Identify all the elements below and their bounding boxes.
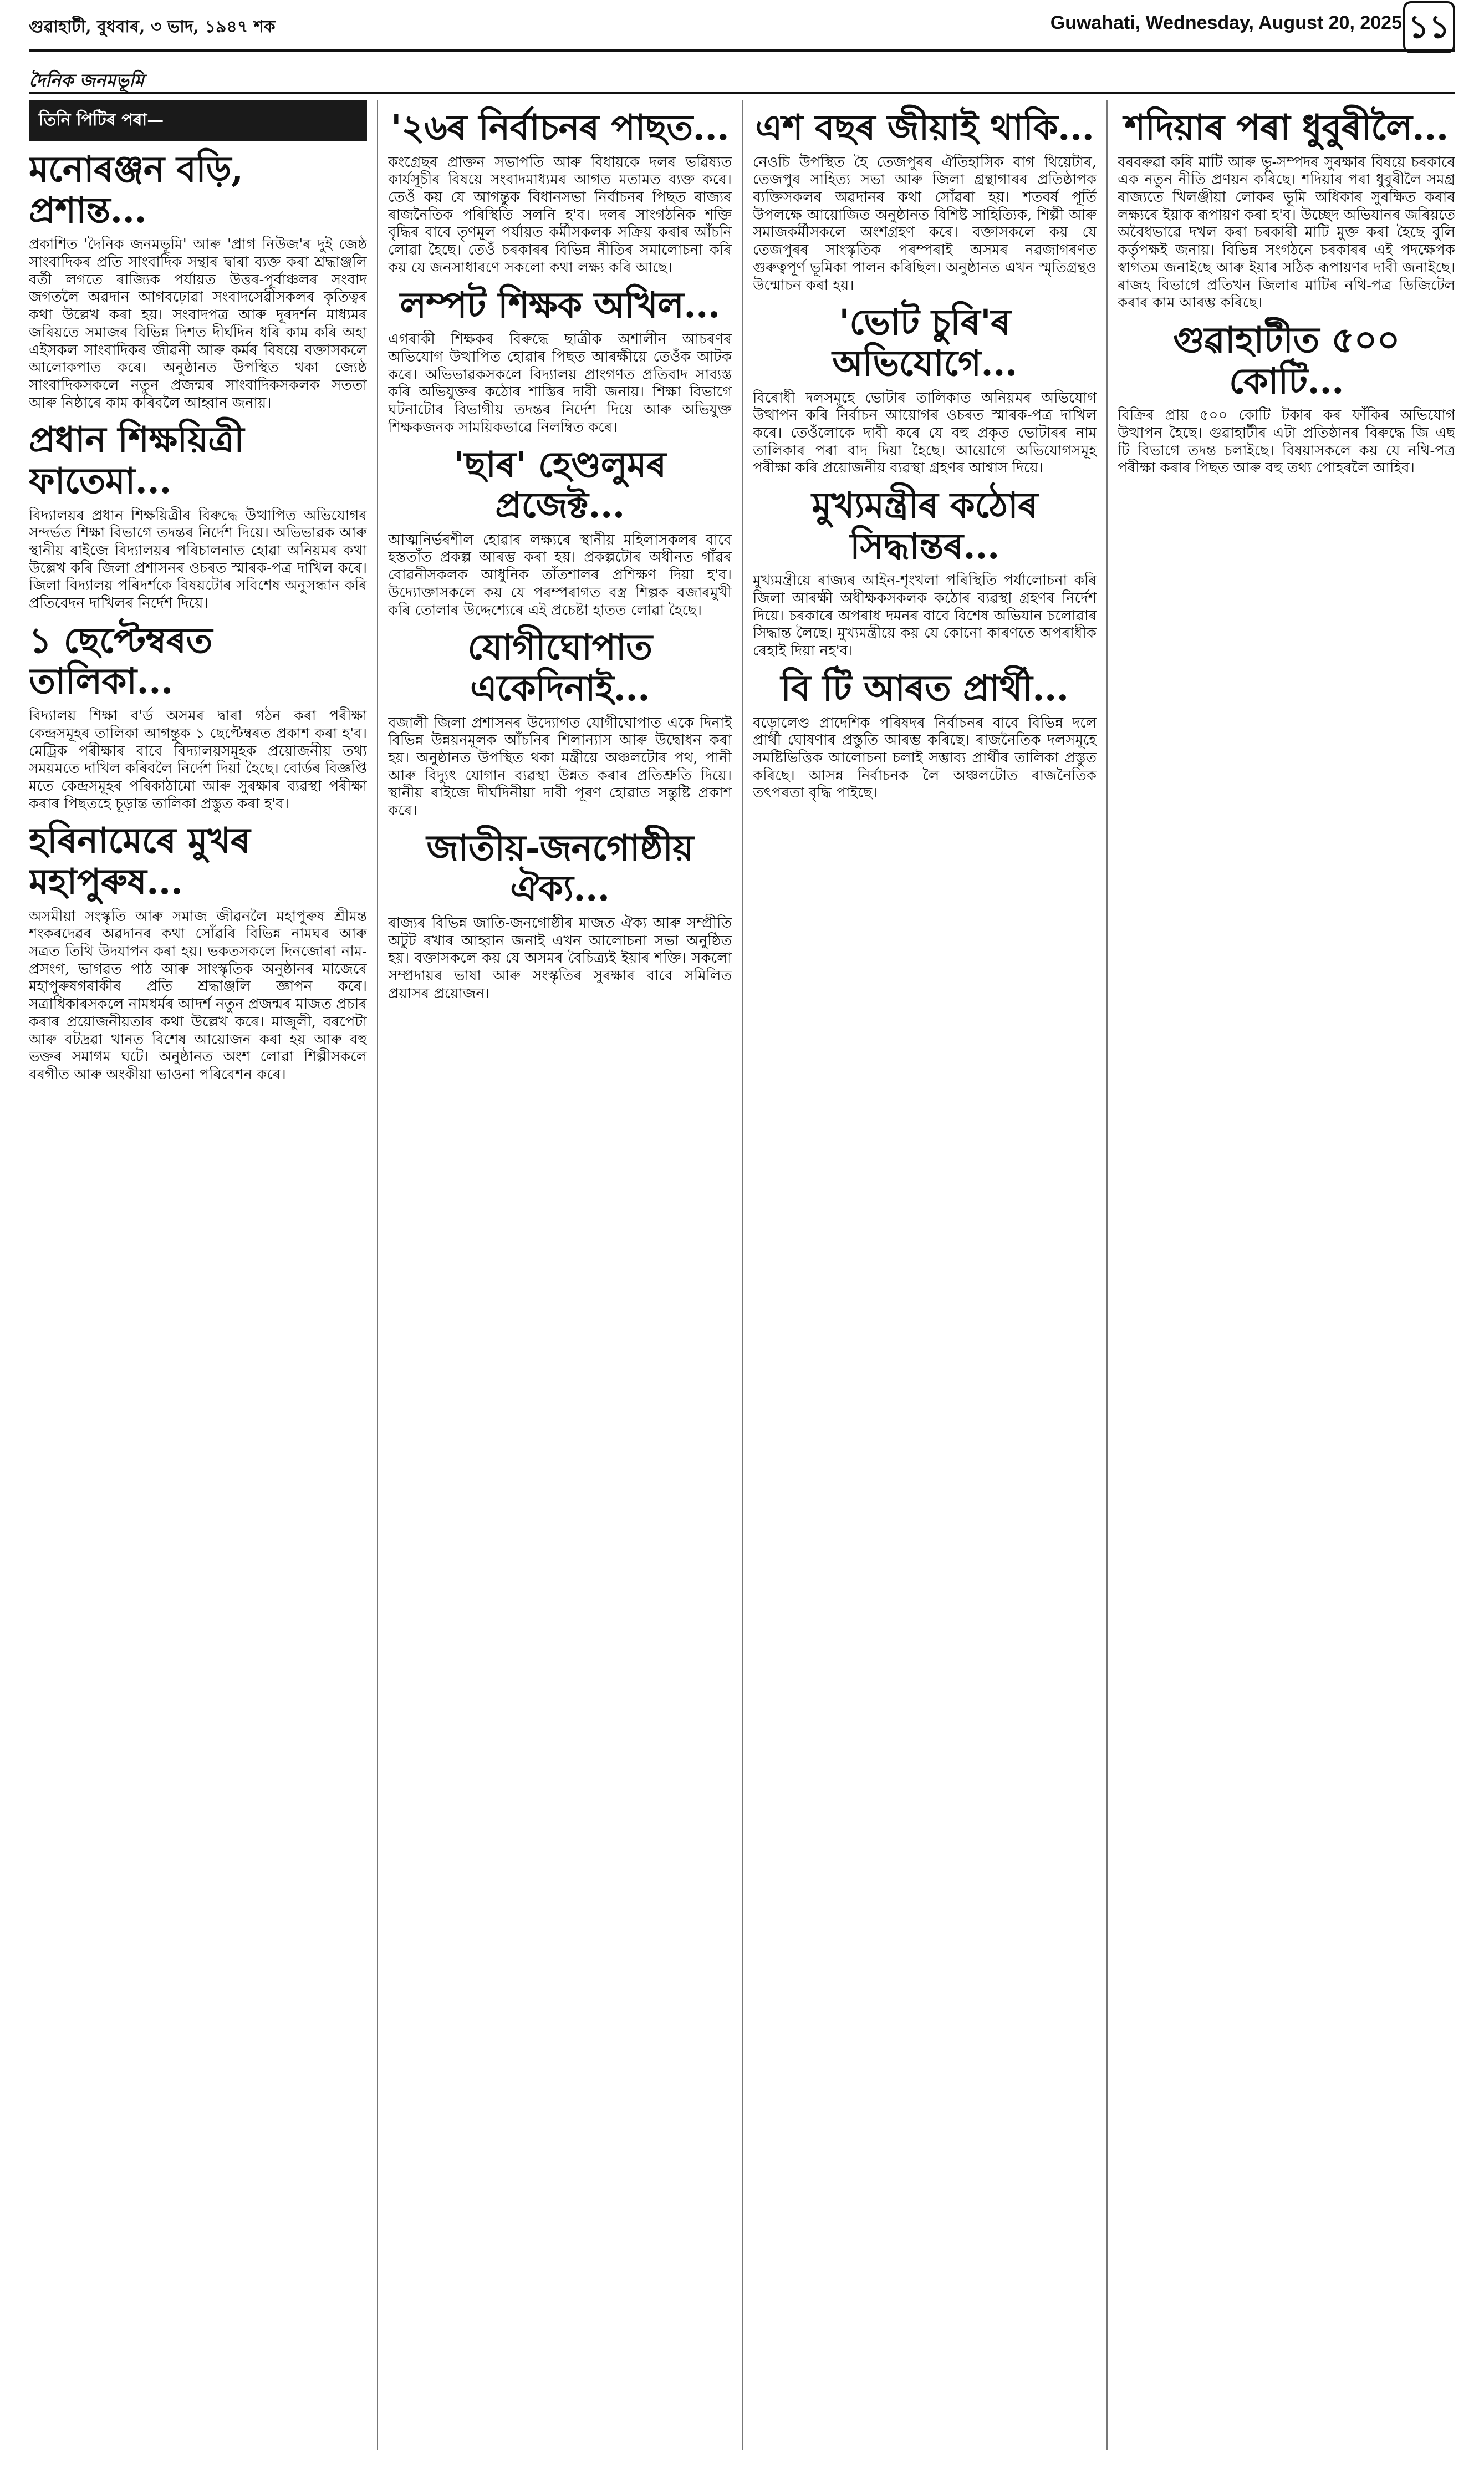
article-body: প্ৰকাশিত 'দৈনিক জনমভূমি' আৰু 'প্ৰাগ নিউজ'ৰ দুই জেষ্ঠ সাংবাদিকৰ প্ৰতি সাংবাদিক সন্থাৰ দ্বাৰা ব্যক্ত কৰা শ্ৰদ্ধাঞ্জলি বৰ্তী লগতে ৰাজ্যিক পৰ্যায়ত উত্তৰ-পূৰ্বাঞ্চলৰ সংবাদ জগতলৈ অৱদান আগবঢ়োৱা সংবাদসেৱীসকলৰ কৃতিত্বৰ কথা উল্লেখ কৰা হয়। সংবাদপত্ৰ আৰু দূৰদৰ্শন মাধ্যমৰ জৰিয়তে সমাজৰ বিভিন্ন দিশত দীৰ্ঘদিন ধৰি কাম কৰি অহা এইসকল সাংবাদিকৰ জীৱনী আৰু কৰ্মৰ বিষয়ে বক্তাসকলে আলোকপাত কৰে। অনুষ্ঠানত উপস্থিত থকা জ্যেষ্ঠ সাংবাদিকসকলে নতুন প্ৰজন্মৰ সাংবাদিকসকলক সততা আৰু নিষ্ঠাৰে কাম কৰিবলৈ আহ্বান জনায়। bbox=[29, 236, 367, 411]
article-body: বৰবৰুৱা কৰি মাটি আৰু ভূ-সম্পদৰ সুৰক্ষাৰ বিষয়ে চৰকাৰে এক নতুন নীতি প্ৰণয়ন কৰিছে। শদিয়াৰ পৰা ধুবুৰীলৈ সমগ্ৰ ৰাজ্যতে খিলঞ্জীয়া লোকৰ ভূমি অধিকাৰ সুৰক্ষিত কৰাৰ লক্ষ্যৰে ইয়াক ৰূপায়ণ কৰা হ'ব। উচ্ছেদ অভিযানৰ জৰিয়তে অবৈধভাৱে দখল কৰা চৰকাৰী মাটি মুক্ত কৰা হৈছে বুলি কৰ্তৃপক্ষই জনায়। বিভিন্ন সংগঠনে চৰকাৰৰ এই পদক্ষেপক স্বাগতম জনাইছে আৰু ইয়াৰ সঠিক ৰূপায়ণৰ দাবী জনাইছে। ৰাজহ বিভাগে প্ৰতিখন জিলাৰ মাটিৰ নথি-পত্ৰ ডিজিটেল কৰাৰ কাম আৰম্ভ কৰিছে। bbox=[1118, 154, 1455, 312]
column-divider bbox=[742, 100, 743, 2450]
article-body: বিৰোধী দলসমূহে ভোটাৰ তালিকাত অনিয়মৰ অভিযোগ উত্থাপন কৰি নিৰ্বাচন আয়োগৰ ওচৰত স্মাৰক-পত্ৰ দাখিল কৰে। তেওঁলোকে দাবী কৰে যে বহু প্ৰকৃত ভোটাৰৰ নাম তালিকাৰ পৰা বাদ দিয়া হৈছে। আয়োগে অভিযোগসমূহ পৰীক্ষা কৰি প্ৰয়োজনীয় ব্যৱস্থা গ্ৰহণৰ আশ্বাস দিয়ে। bbox=[753, 389, 1097, 477]
brand-name: দৈনিক জনমভূমি bbox=[29, 70, 144, 91]
article bbox=[753, 108, 1097, 294]
article-body: মুখ্যমন্ত্ৰীয়ে ৰাজ্যৰ আইন-শৃংখলা পৰিস্থিতি পৰ্যালোচনা কৰি জিলা আৰক্ষী অধীক্ষকসকলক কঠোৰ ব্যৱস্থা গ্ৰহণৰ নিৰ্দেশ দিয়ে। চৰকাৰে অপৰাধ দমনৰ বাবে বিশেষ অভিযান চলোৱাৰ সিদ্ধান্ত লৈছে। মুখ্যমন্ত্ৰীয়ে কয় যে কোনো কাৰণতে অপৰাধীক ৰেহাই দিয়া নহ'ব। bbox=[753, 572, 1097, 660]
article-body: বিদ্যালয়ৰ প্ৰধান শিক্ষয়িত্ৰীৰ বিৰুদ্ধে উত্থাপিত অভিযোগৰ সন্দৰ্ভত শিক্ষা বিভাগে তদন্তৰ নিৰ্দেশ দিয়ে। অভিভাৱক আৰু স্থানীয় ৰাইজে বিদ্যালয়ৰ পৰিচালনাত হোৱা অনিয়মৰ কথা উল্লেখ কৰি জিলা প্ৰশাসনৰ ওচৰত স্মাৰক-পত্ৰ দাখিল কৰে। জিলা বিদ্যালয় পৰিদৰ্শকে বিষয়টোৰ সবিশেষ অনুসন্ধান কৰি প্ৰতিবেদন দাখিলৰ নিৰ্দেশ দিয়ে। bbox=[29, 507, 367, 612]
page-number: ১১ bbox=[1403, 1, 1455, 53]
article-body: বিক্ৰিৰ প্ৰায় ৫০০ কোটি টকাৰ কৰ ফাঁকিৰ অভিযোগ উত্থাপন হৈছে। গুৱাহাটীৰ এটা প্ৰতিষ্ঠানৰ বিৰুদ্ধে জি এছ টি বিভাগে তদন্ত চলাইছে। বিষয়াসকলে কয় যে নথি-পত্ৰ পৰীক্ষা কৰাৰ পিছত আৰু বহু তথ্য পোহৰলৈ আহিব। bbox=[1118, 407, 1455, 477]
article bbox=[1118, 320, 1455, 477]
masthead bbox=[29, 0, 1455, 62]
article-body: ৰাজ্যৰ বিভিন্ন জাতি-জনগোষ্ঠীৰ মাজত ঐক্য আৰু সম্প্ৰীতি অটুট ৰখাৰ আহ্বান জনাই এখন আলোচনা সভা অনুষ্ঠিত হয়। বক্তাসকলে কয় যে অসমৰ বৈচিত্ৰ্যই ইয়াৰ শক্তি। সকলো সম্প্ৰদায়ৰ ভাষা আৰু সংস্কৃতিৰ সুৰক্ষাৰ বাবে সমিলিত প্ৰয়াসৰ প্ৰয়োজন। bbox=[388, 915, 732, 1002]
article-body: আত্মনিৰ্ভৰশীল হোৱাৰ লক্ষ্যৰে স্থানীয় মহিলাসকলৰ বাবে হস্ততাঁত প্ৰকল্প আৰম্ভ কৰা হয়। প্ৰকল্পটোৰ অধীনত গাঁৱৰ বোৱনীসকলক আধুনিক তাঁতশালৰ প্ৰশিক্ষণ দিয়া হ'ব। উদ্যোক্তাসকলে কয় যে পৰম্পৰাগত বস্ত্ৰ শিল্পক বজাৰমুখী কৰি তোলাৰ উদ্দেশ্যেৰে এই প্ৰচেষ্টা হাতত লোৱা হৈছে। bbox=[388, 531, 732, 619]
article-headline: 'ছাৰ' হেণ্ডলুমৰ প্ৰজেক্ট... bbox=[453, 444, 666, 527]
article-body: এগৰাকী শিক্ষকৰ বিৰুদ্ধে ছাত্ৰীক অশালীন আচৰণৰ অভিযোগ উত্থাপিত হোৱাৰ পিছত আৰক্ষীয়ে তেওঁক আটক কৰে। অভিভাৱকসকলে বিদ্যালয় প্ৰাংগণত প্ৰতিবাদ সাব্যস্ত কৰি অভিযুক্তৰ কঠোৰ শাস্তিৰ দাবী জনায়। শিক্ষা বিভাগে ঘটনাটোৰ বিভাগীয় তদন্তৰ নিৰ্দেশ দিয়ে আৰু অভিযুক্ত শিক্ষকজনক সাময়িকভাৱে নিলম্বিত কৰে। bbox=[388, 331, 732, 436]
article-body: নেওচি উপস্থিত হৈ তেজপুৰৰ ঐতিহাসিক বাগ থিয়েটাৰ, তেজপুৰ সাহিত্য সভা আৰু জিলা গ্ৰন্থাগাৰৰ প্ৰতিষ্ঠাপক ব্যক্তিসকলৰ অৱদানৰ কথা সোঁৱৰা হয়। শতবৰ্ষ পূৰ্তি উপলক্ষে আয়োজিত অনুষ্ঠানত বিশিষ্ট সাহিত্যিক, শিল্পী আৰু সমাজকৰ্মীসকলে অংশগ্ৰহণ কৰে। বক্তাসকলে কয় যে তেজপুৰৰ সাংস্কৃতিক পৰম্পৰাই অসমৰ নৱজাগৰণত গুৰুত্বপূৰ্ণ ভূমিকা পালন কৰিছিল। অনুষ্ঠানত এখন স্মৃতিগ্ৰন্থও উন্মোচন কৰা হয়। bbox=[753, 154, 1097, 294]
article-headline: প্ৰধান শিক্ষয়িত্ৰী ফাতেমা... bbox=[29, 419, 244, 502]
article-headline: শদিয়াৰ পৰা ধুবুৰীলৈ... bbox=[1124, 107, 1449, 149]
brand-strip bbox=[29, 62, 1455, 94]
article bbox=[29, 420, 367, 613]
article bbox=[388, 445, 732, 620]
article-headline: যোগীঘোপাত একেদিনাই... bbox=[467, 627, 652, 709]
column-divider bbox=[377, 100, 378, 2450]
article-headline: মনোৰঞ্জন বড়ি, প্ৰশান্ত... bbox=[29, 149, 243, 231]
article bbox=[29, 620, 367, 813]
article-headline: 'ভোট চুৰি'ৰ অভিযোগে... bbox=[832, 302, 1017, 384]
column-divider bbox=[1106, 100, 1108, 2450]
article bbox=[1118, 108, 1455, 312]
article-body: কংগ্ৰেছৰ প্ৰাক্তন সভাপতি আৰু বিধায়কে দলৰ ভৱিষ্যত কাৰ্যসূচীৰ বিষয়ে সংবাদমাধ্যমৰ আগত মতামত ব্যক্ত কৰে। তেওঁ কয় যে আগন্তুক বিধানসভা নিৰ্বাচনৰ পিছত ৰাজ্যৰ ৰাজনৈতিক পৰিস্থিতি সলনি হ'ব। দলৰ সাংগঠনিক শক্তি বৃদ্ধিৰ বাবে তৃণমূল পৰ্যায়ত কৰ্মীসকলক সক্ৰিয় কৰাৰ আঁচনি লোৱা হৈছে। তেওঁ চৰকাৰৰ বিভিন্ন নীতিৰ সমালোচনা কৰি কয় যে জনসাধাৰণে সকলো কথা লক্ষ্য কৰি আছে। bbox=[388, 154, 732, 276]
article-headline: জাতীয়-জনগোষ্ঠীয় ঐক্য... bbox=[426, 827, 693, 910]
article-headline: এশ বছৰ জীয়াই থাকি... bbox=[755, 107, 1094, 149]
article-body: বজালী জিলা প্ৰশাসনৰ উদ্যোগত যোগীঘোপাত একে দিনাই বিভিন্ন উন্নয়নমূলক আঁচনিৰ শিলান্যাস আৰু উদ্বোধন কৰা হয়। অনুষ্ঠানত উপস্থিত থকা মন্ত্ৰীয়ে অঞ্চলটোৰ পথ, পানী আৰু বিদ্যুৎ যোগান ব্যৱস্থা উন্নত কৰাৰ প্ৰতিশ্ৰুতি দিয়ে। স্থানীয় ৰাইজে দীৰ্ঘদিনীয়া দাবী পূৰণ হোৱাত সন্তুষ্টি প্ৰকাশ কৰে। bbox=[388, 714, 732, 820]
article bbox=[388, 828, 732, 1003]
article-headline: গুৱাহাটীত ৫০০ কোটি... bbox=[1173, 319, 1400, 402]
article-headline: ১ ছেপ্টেম্বৰত তালিকা... bbox=[29, 619, 212, 703]
article-headline: বি টি আৰত প্ৰাৰ্থী... bbox=[781, 667, 1069, 709]
date-line-assamese: গুৱাহাটী, বুধবাৰ, ৩ ভাদ, ১৯৪৭ শক bbox=[29, 17, 276, 37]
column-1 bbox=[29, 100, 367, 2450]
article bbox=[388, 285, 732, 437]
article-headline: হৰিনামেৰে মুখৰ মহাপুৰুষ... bbox=[29, 820, 251, 903]
article-body: বড়োলেণ্ড প্ৰাদেশিক পৰিষদৰ নিৰ্বাচনৰ বাবে বিভিন্ন দলে প্ৰাৰ্থী ঘোষণাৰ প্ৰস্তুতি আৰম্ভ কৰিছে। ৰাজনৈতিক দলসমূহে সমষ্টিভিত্তিক আলোচনা চলাই সম্ভাব্য প্ৰাৰ্থীৰ তালিকা প্ৰস্তুত কৰিছে। আসন্ন নিৰ্বাচনক লৈ অঞ্চলটোত ৰাজনৈতিক তৎপৰতা বৃদ্ধি পাইছে। bbox=[753, 714, 1097, 802]
column-3 bbox=[753, 100, 1097, 2450]
article-headline: '২৬ৰ নিৰ্বাচনৰ পাছত... bbox=[390, 107, 730, 149]
column-4 bbox=[1118, 100, 1455, 2450]
masthead-rule bbox=[29, 49, 1455, 52]
article bbox=[388, 627, 732, 820]
article-body: বিদ্যালয় শিক্ষা ব'ৰ্ড অসমৰ দ্বাৰা গঠন কৰা পৰীক্ষা কেন্দ্ৰসমূহৰ তালিকা আগন্তুক ১ ছেপ্টেম্বৰত প্ৰকাশ কৰা হ'ব। মেট্ৰিক পৰীক্ষাৰ বাবে বিদ্যালয়সমূহক প্ৰয়োজনীয় তথ্য সময়মতে দাখিল কৰিবলৈ নিৰ্দেশ দিয়া হৈছে। বোৰ্ডৰ বিজ্ঞপ্তি মতে কেন্দ্ৰসমূহৰ পৰিকাঠামো আৰু সুৰক্ষাৰ ব্যৱস্থা পৰীক্ষা কৰাৰ পিছতহে চূড়ান্ত তালিকা প্ৰস্তুত কৰা হ'ব। bbox=[29, 708, 367, 812]
article-headline: লম্পট শিক্ষক অখিল... bbox=[400, 284, 720, 326]
column-2 bbox=[388, 100, 732, 2450]
article bbox=[753, 668, 1097, 802]
article bbox=[29, 149, 367, 412]
article bbox=[753, 485, 1097, 660]
article bbox=[388, 108, 732, 277]
date-line-english: Guwahati, Wednesday, August 20, 2025 bbox=[1050, 12, 1402, 33]
article-headline: মুখ্যমন্ত্ৰীৰ কঠোৰ সিদ্ধান্তৰ... bbox=[812, 485, 1038, 567]
article bbox=[29, 821, 367, 1084]
article bbox=[753, 302, 1097, 477]
article-body: অসমীয়া সংস্কৃতি আৰু সমাজ জীৱনলৈ মহাপুৰুষ শ্ৰীমন্ত শংকৰদেৱৰ অৱদানৰ কথা সোঁৱৰি বিভিন্ন নামঘৰ আৰু সত্ৰত তিথি উদযাপন কৰা হয়। ভকতসকলে দিনজোৰা নাম-প্ৰসংগ, ভাগৱত পাঠ আৰু সাংস্কৃতিক অনুষ্ঠানৰ মাজেৰে মহাপুৰুষগৰাকীৰ প্ৰতি শ্ৰদ্ধাঞ্জলি জ্ঞাপন কৰে। সত্ৰাধিকাৰসকলে নামধৰ্মৰ আদৰ্শ নতুন প্ৰজন্মৰ মাজত প্ৰচাৰ কৰাৰ প্ৰয়োজনীয়তাৰ কথা উল্লেখ কৰে। মাজুলী, বৰপেটা আৰু বটদ্ৰৱা থানত বিশেষ আয়োজন কৰা হয় আৰু বহু ভক্তৰ সমাগম ঘটে। অনুষ্ঠানত অংশ লোৱা শিল্পীসকলে বৰগীত আৰু অংকীয়া ভাওনা পৰিবেশন কৰে। bbox=[29, 908, 367, 1084]
continued-banner: তিনি পিটিৰ পৰা— bbox=[29, 100, 367, 141]
